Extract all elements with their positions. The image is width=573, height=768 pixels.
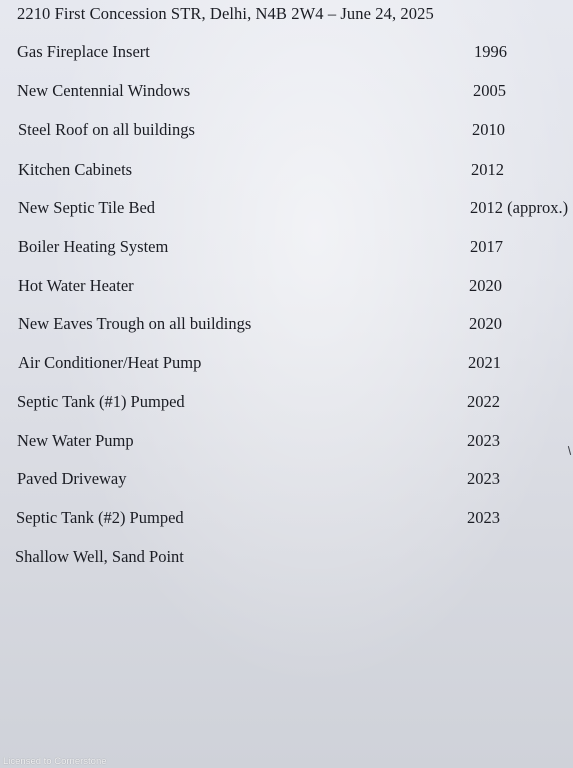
item-label: New Septic Tile Bed	[18, 198, 156, 217]
item-label: Shallow Well, Sand Point	[15, 547, 184, 566]
list-item	[0, 81, 573, 105]
document-title: 2210 First Concession STR, Delhi, N4B 2W4 – June 24, 2025	[17, 4, 434, 23]
list-item	[0, 353, 573, 377]
item-year: 2020	[469, 276, 502, 295]
list-item	[0, 469, 573, 493]
item-year: 2023	[467, 431, 500, 450]
item-year: 2012	[471, 160, 504, 179]
item-label: Hot Water Heater	[18, 276, 134, 295]
license-watermark: Licensed to Cornerstone	[3, 756, 107, 767]
item-label: New Eaves Trough on all buildings	[18, 314, 252, 333]
item-year: 1996	[474, 42, 507, 61]
item-year: 2017	[470, 237, 503, 256]
list-item	[0, 120, 573, 144]
item-label: Septic Tank (#2) Pumped	[16, 508, 184, 527]
item-year: 2012 (approx.)	[470, 198, 569, 217]
list-item	[0, 431, 573, 455]
item-year: 2010	[472, 120, 505, 139]
list-item	[0, 314, 573, 338]
list-item	[0, 198, 573, 222]
list-item	[0, 392, 573, 416]
item-label: New Centennial Windows	[17, 81, 191, 100]
list-item	[0, 42, 573, 66]
item-year: 2023	[467, 469, 500, 488]
item-label: New Water Pump	[17, 431, 134, 450]
item-year: 2021	[468, 353, 501, 372]
item-year: 2022	[467, 392, 500, 411]
item-label: Boiler Heating System	[18, 237, 169, 256]
list-item	[0, 508, 573, 532]
list-item	[0, 276, 573, 300]
list-item	[0, 160, 573, 184]
item-year: 2005	[473, 81, 506, 100]
item-year: 2020	[469, 314, 502, 333]
item-label: Gas Fireplace Insert	[17, 42, 150, 61]
list-item	[0, 237, 573, 261]
item-label: Kitchen Cabinets	[18, 160, 133, 179]
item-label: Air Conditioner/Heat Pump	[18, 353, 202, 372]
list-item	[0, 547, 573, 571]
item-label: Steel Roof on all buildings	[18, 120, 195, 139]
item-label: Septic Tank (#1) Pumped	[17, 392, 185, 411]
item-year: 2023	[467, 508, 500, 527]
item-label: Paved Driveway	[17, 469, 127, 488]
